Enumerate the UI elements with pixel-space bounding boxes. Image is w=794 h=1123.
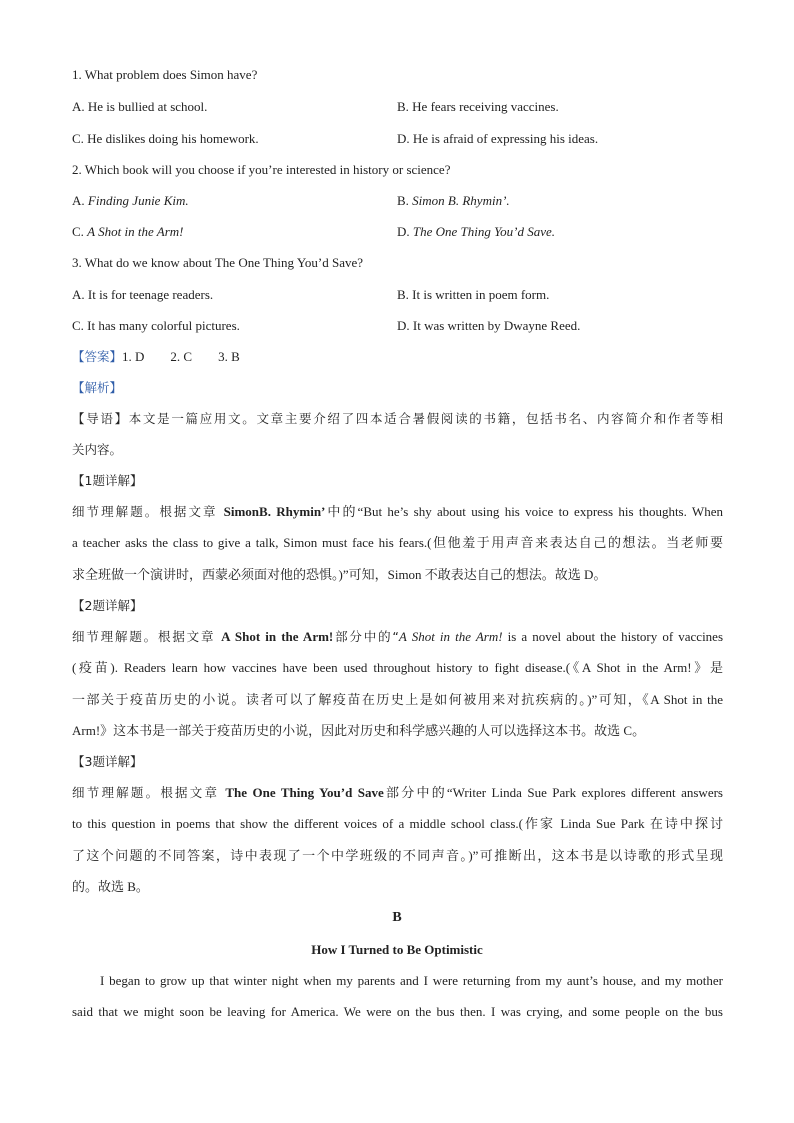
question-3-option-b: B. It is written in poem form. bbox=[397, 287, 550, 302]
detail-1-line-2: a teacher asks the class to give a talk, Simon must face his fears.(但他羞于用声音来表达自己的想法。当老师要 bbox=[72, 535, 723, 550]
intro-line-1: 【导语】本文是一篇应用文。文章主要介绍了四本适合暑假阅读的书籍，包括书名、内容简介和作者等相 bbox=[72, 411, 723, 426]
detail-2-label: 【2题详解】 bbox=[72, 598, 143, 613]
answer-line bbox=[72, 349, 240, 365]
question-3-option-c: C. It has many colorful pictures. bbox=[72, 318, 240, 333]
question-1-stem: 1. What problem does Simon have? bbox=[72, 67, 258, 82]
question-2-option-b: B. Simon B. Rhymin’. bbox=[397, 193, 510, 208]
detail-3-line-4: 的。故选 B。 bbox=[72, 879, 149, 894]
detail-2-line-4: Arm!》这本书是一部关于疫苗历史的小说，因此对历史和科学感兴趣的人可以选择这本书。故选 C。 bbox=[72, 723, 646, 738]
detail-3-line-3: 了这个问题的不同答案，诗中表现了一个中学班级的不同声音。)”可推断出，这本书是以诗歌的形式呈现 bbox=[72, 848, 723, 863]
story-line-2: said that we might soon be leaving for America. We were on the bus then. I was crying, and some people on the bus bbox=[72, 1004, 723, 1019]
detail-3-label: 【3题详解】 bbox=[72, 754, 143, 769]
detail-1-line-1: 细节理解题。根据文章 SimonB. Rhymin’中的“But he’s shy about using his voice to express his thoughts. When bbox=[72, 504, 723, 519]
detail-2-line-1: 细节理解题。根据文章 A Shot in the Arm!部分中的“A Shot in the Arm! is a novel about the history of vaccines bbox=[72, 629, 723, 644]
detail-1-line-3: 求全班做一个演讲时，西蒙必须面对他的恐惧。)”可知，Simon 不敢表达自己的想法。故选 D。 bbox=[72, 567, 607, 582]
question-2-option-a: A. Finding Junie Kim. bbox=[72, 193, 189, 208]
detail-1-label: 【1题详解】 bbox=[72, 473, 143, 488]
answer-label: 【答案】 bbox=[72, 349, 123, 364]
story-title: How I Turned to Be Optimistic bbox=[311, 942, 483, 957]
answer-values: 1. D 2. C 3. B bbox=[122, 349, 240, 364]
question-3-stem: 3. What do we know about The One Thing You’d Save? bbox=[72, 255, 364, 270]
question-2-stem: 2. Which book will you choose if you’re interested in history or science? bbox=[72, 162, 451, 177]
analysis-label: 【解析】 bbox=[72, 380, 123, 395]
detail-3-line-2: to this question in poems that show the different voices of a middle school class.(作家 Linda Sue Park 在诗中探讨 bbox=[72, 816, 723, 831]
detail-3-line-1: 细节理解题。根据文章 The One Thing You’d Save部分中的“Writer Linda Sue Park explores different answers bbox=[72, 785, 723, 800]
detail-2-line-3: 一部关于疫苗历史的小说。读者可以了解疫苗在历史上是如何被用来对抗疾病的。)”可知，《A Shot in the bbox=[72, 692, 723, 707]
question-2-option-d: D. The One Thing You’d Save. bbox=[397, 224, 556, 239]
intro-line-2: 关内容。 bbox=[72, 442, 123, 457]
question-1-option-d: D. He is afraid of expressing his ideas. bbox=[397, 131, 599, 146]
question-1-option-a: A. He is bullied at school. bbox=[72, 99, 208, 114]
detail-2-line-2: (疫苗). Readers learn how vaccines have been used throughout history to fight disease.(《A Shot in the Arm!》是 bbox=[72, 660, 723, 675]
question-1-option-c: C. He dislikes doing his homework. bbox=[72, 131, 259, 146]
story-line-1: I began to grow up that winter night when my parents and I were returning from my aunt’s house, and my mother bbox=[100, 973, 723, 988]
section-heading: B bbox=[392, 910, 402, 925]
question-3-option-a: A. It is for teenage readers. bbox=[72, 287, 214, 302]
question-3-option-d: D. It was written by Dwayne Reed. bbox=[397, 318, 581, 333]
question-1-option-b: B. He fears receiving vaccines. bbox=[397, 99, 559, 114]
question-2-option-c: C. A Shot in the Arm! bbox=[72, 224, 184, 239]
